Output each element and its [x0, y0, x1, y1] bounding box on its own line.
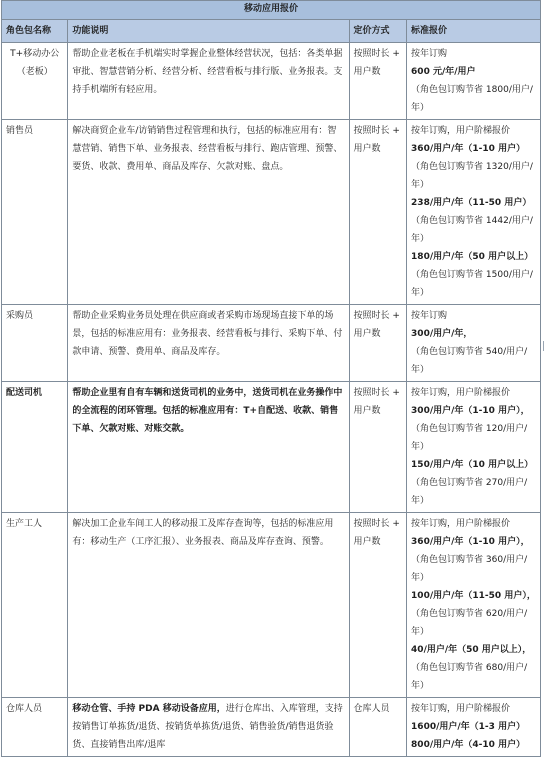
price-value: 360/用户/年（1-10 用户）， [411, 537, 530, 547]
price-note: （角色包订购节省 540/用户/年） [411, 347, 528, 375]
header-pricing: 定价方式 [349, 20, 407, 43]
price-note: （角色包订购节省 120/用户/年） [411, 424, 528, 452]
price-note: （角色包订购节省 1800/用户/年） [411, 85, 533, 113]
role-name: 配送司机 [2, 382, 68, 513]
price-cell [407, 43, 541, 120]
price-cell [407, 382, 541, 513]
function-desc: 解决商贸企业车/访销销售过程管理和执行，包括的标准应用有：智慧营销、销售下单、业务报表、经营看板与排行、跑店管理、预警、要货、收款、费用单、商品及库存、欠款对账、盘点。 [68, 120, 349, 305]
price-note: （角色包订购节省 1320/用户/年） [411, 162, 533, 190]
price-value: 800/用户/年（4-10 用户） [411, 740, 526, 750]
table-row [2, 698, 541, 757]
header-price: 标准报价 [407, 20, 541, 43]
price-value: 360/用户/年（1-10 用户） [411, 144, 526, 154]
table-row [2, 513, 541, 698]
table-row [2, 43, 541, 120]
pricing-method: 按照时长 + 用户数 [349, 305, 407, 382]
price-value: 238/用户/年（11-50 用户） [411, 198, 532, 208]
price-line: 按年订购 [411, 311, 448, 321]
role-name: 生产工人 [2, 513, 68, 698]
price-note: （角色包订购节省 620/用户/年） [411, 609, 528, 637]
table-row [2, 120, 541, 305]
table-title: 移动应用报价 [2, 1, 541, 20]
price-note: （角色包订购节省 1500/用户/年） [411, 270, 533, 298]
price-cell [407, 120, 541, 305]
price-note: （角色包订购节省 680/用户/年） [411, 663, 528, 691]
pricing-table [1, 0, 541, 757]
pricing-method: 按照时长 + 用户数 [349, 513, 407, 698]
price-value: 150/用户/年（10 用户以上） [411, 460, 534, 470]
header-function: 功能说明 [68, 20, 349, 43]
price-note: （角色包订购节省 270/用户/年） [411, 478, 528, 506]
price-value: 300/用户/年， [411, 329, 473, 339]
price-value: 40/用户/年（50 用户以上）， [411, 645, 532, 655]
price-cell [407, 305, 541, 382]
price-cell [407, 698, 541, 757]
price-line: 按年订购，用户阶梯报价 [411, 519, 511, 529]
pricing-method: 按照时长 + 用户数 [349, 382, 407, 513]
price-value: 300/用户/年（1-10 用户）， [411, 406, 530, 416]
price-value: 180/用户/年（50 用户以上） [411, 252, 534, 262]
role-name: T+移动办公（老板） [2, 43, 68, 120]
role-name: 仓库人员 [2, 698, 68, 757]
header-role: 角色包名称 [2, 20, 68, 43]
function-desc-text: 进行仓库出、入库管理，支持按销售订单拣货/退货、按销货单拣货/退货、销售验货/销售退货验货、直接销售出库/退库 [72, 704, 343, 750]
table-row [2, 382, 541, 513]
price-line: 按年订购，用户阶梯报价 [411, 126, 511, 136]
table-row [2, 305, 541, 382]
price-line: 按年订购 [411, 49, 448, 59]
price-note: （角色包订购节省 360/用户/年） [411, 555, 528, 583]
role-name: 采购员 [2, 305, 68, 382]
pricing-method: 按照时长 + 用户数 [349, 43, 407, 120]
function-desc: 帮助企业采购业务员处理在供应商或者采购市场现场直接下单的场景，包括的标准应用有：业务报表、经营看板与排行、采购下单、付款申请、预警、费用单、商品及库存。 [68, 305, 349, 382]
price-cell [407, 513, 541, 698]
pricing-method: 仓库人员 [349, 698, 407, 757]
price-line: 按年订购，用户阶梯报价 [411, 388, 511, 398]
function-desc: 解决加工企业车间工人的移动报工及库存查询等，包括的标准应用有：移动生产（工序汇报）、业务报表、商品及库存查询、预警。 [68, 513, 349, 698]
role-name: 销售员 [2, 120, 68, 305]
price-value: 100/用户/年（11-50 用户）， [411, 591, 536, 601]
function-desc-bold: 移动仓管、手持 PDA 移动设备应用， [72, 704, 226, 714]
function-desc [68, 698, 349, 757]
price-line: 按年订购，用户阶梯报价 [411, 704, 511, 714]
pricing-method: 按照时长 + 用户数 [349, 120, 407, 305]
price-value: 600 元/年/用户 [411, 67, 476, 77]
price-value: 1600/用户/年（1-3 用户） [411, 722, 526, 732]
function-desc: 帮助企业里有自有车辆和送货司机的业务中，送货司机在业务操作中的全流程的闭环管理。包括的标准应用有：T+自配送、收款、销售下单、欠款对账、对账交款。 [68, 382, 349, 513]
function-desc: 帮助企业老板在手机端实时掌握企业整体经营状况，包括：各类单据审批、智慧营销分析、经营分析、经营看板与排行版、业务报表。支持手机端所有轻应用。 [68, 43, 349, 120]
price-note: （角色包订购节省 1442/用户/年） [411, 216, 533, 244]
